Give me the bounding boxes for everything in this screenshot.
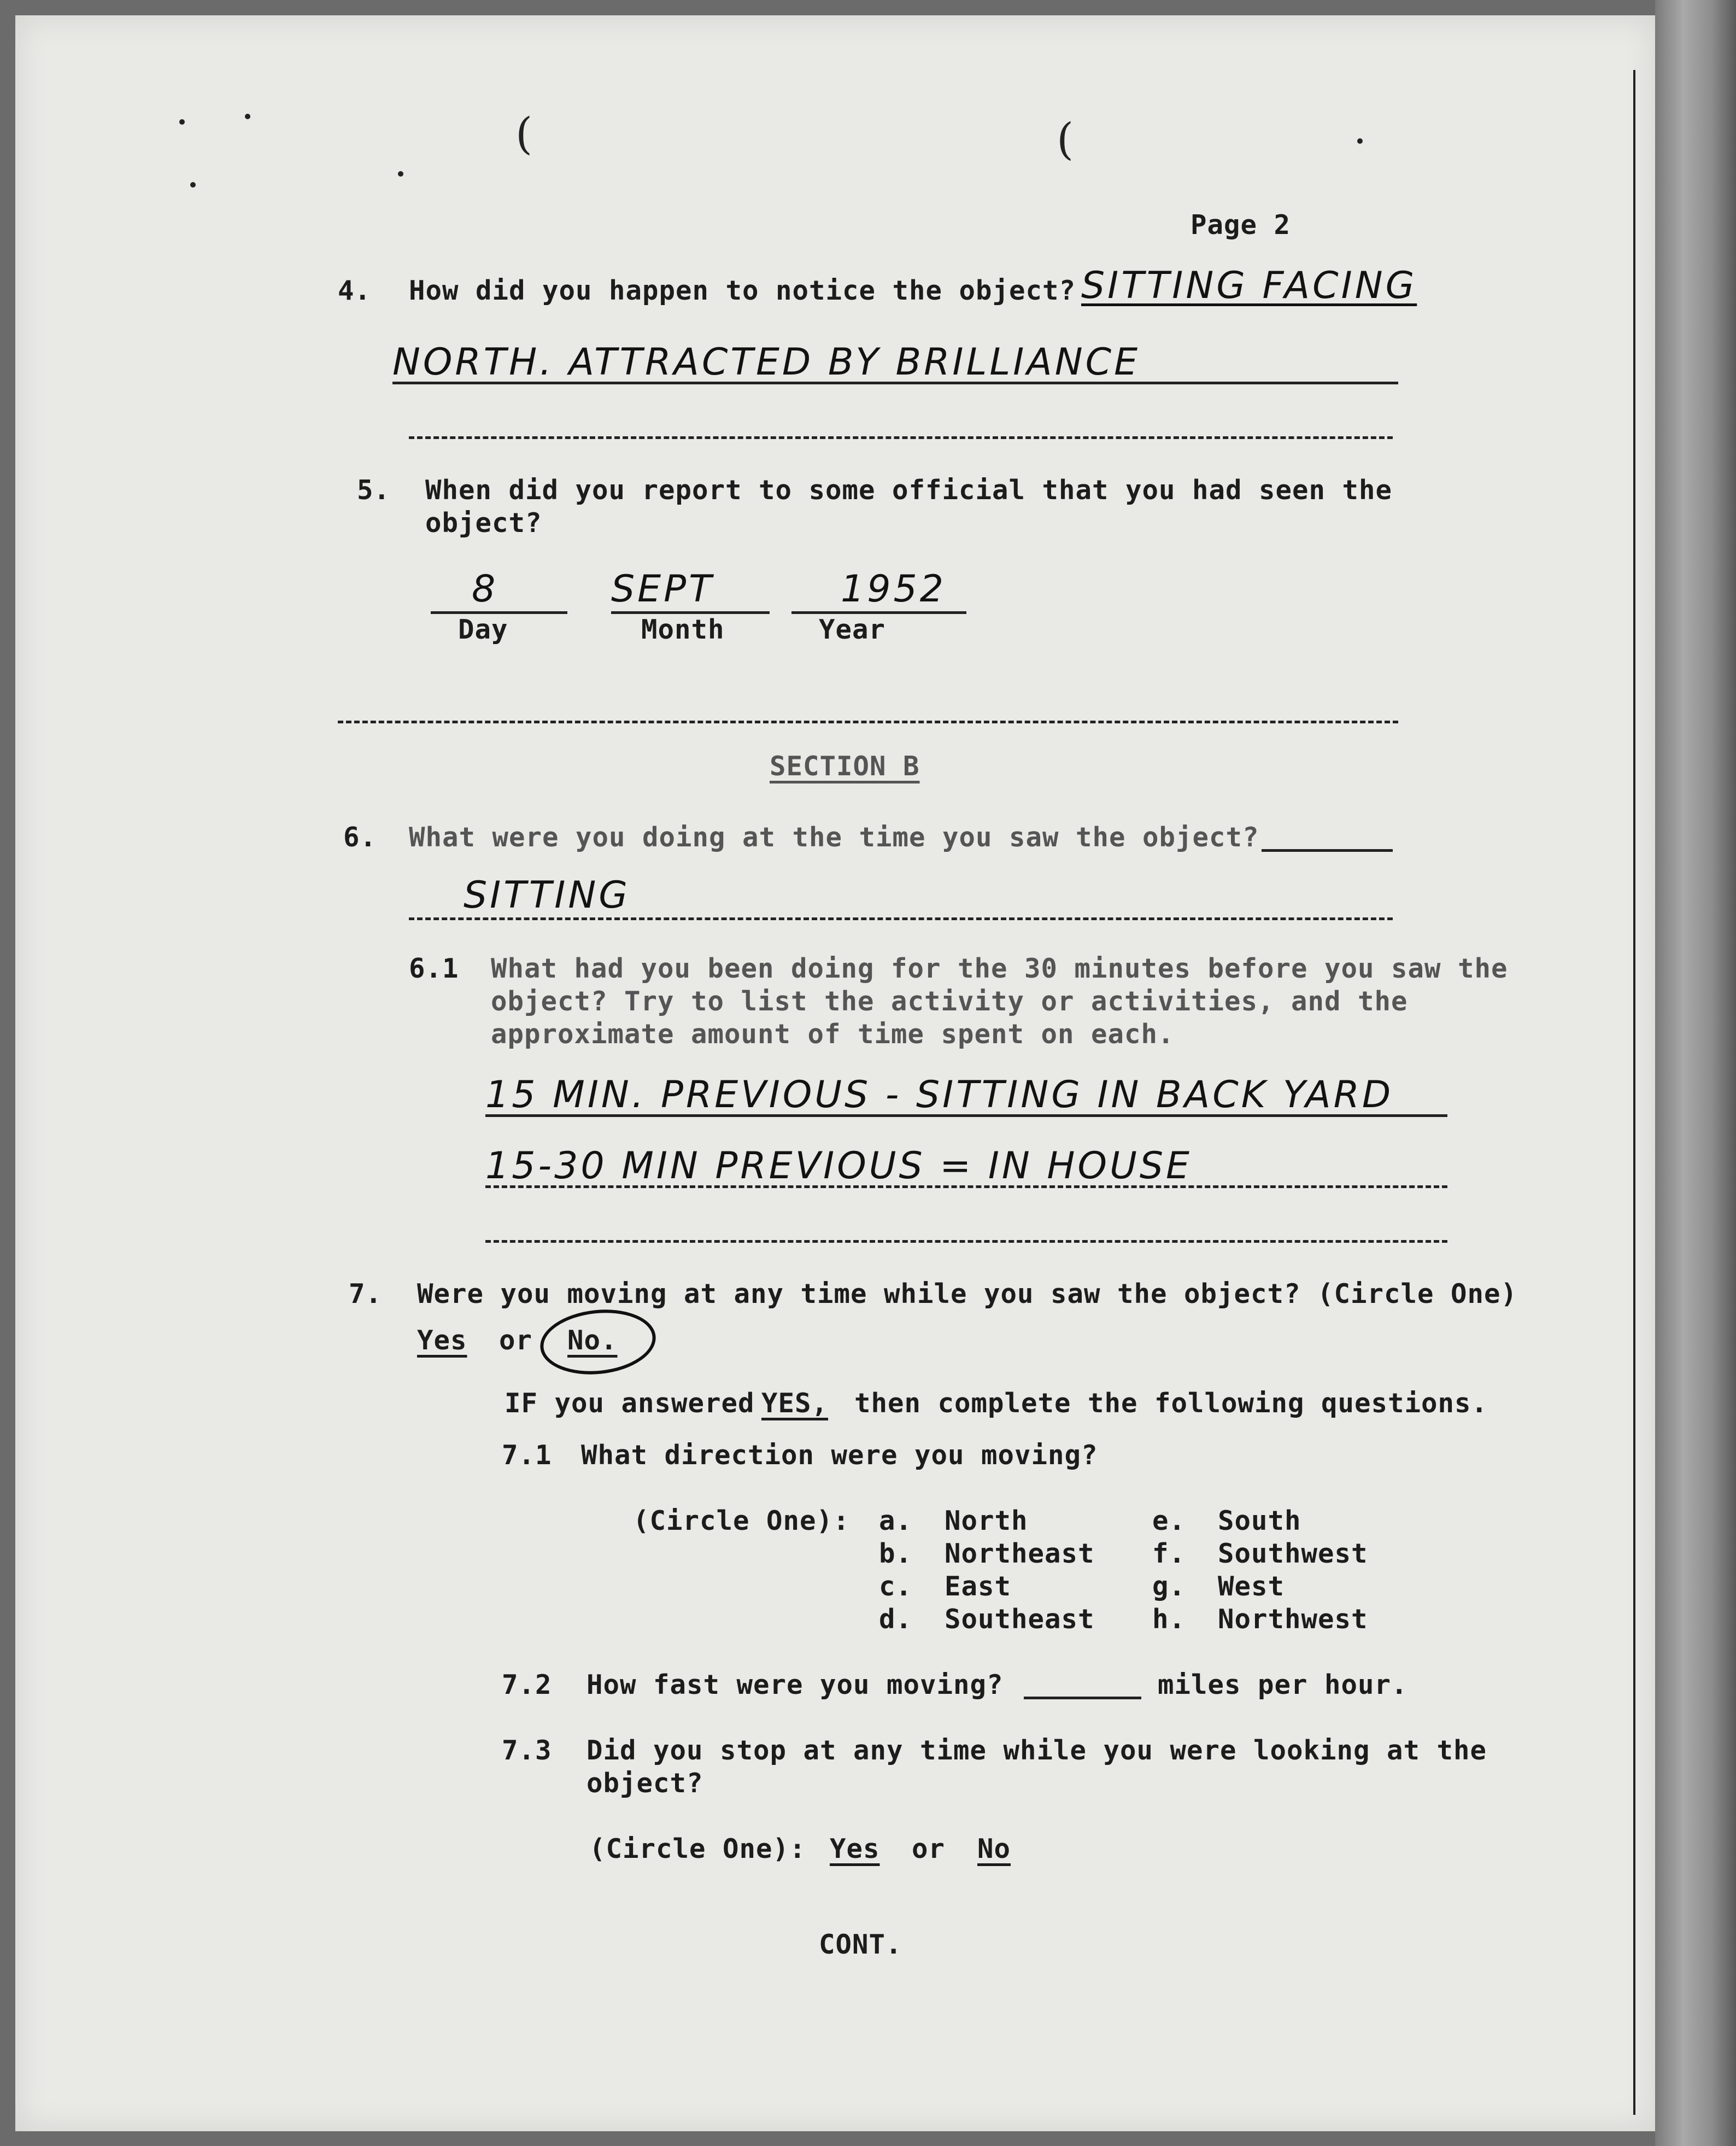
q7-3-yes-option[interactable]: Yes	[830, 1833, 880, 1864]
section-divider	[338, 721, 1398, 723]
q5-month-label: Month	[641, 614, 725, 645]
q7-1-question: What direction were you moving?	[581, 1440, 1098, 1471]
q6-1-question-line1: What had you been doing for the 30 minutes before you saw the	[491, 953, 1508, 984]
q7-1-option-letter-b[interactable]: b.	[879, 1538, 913, 1569]
q6-question: What were you doing at the time you saw the object?	[409, 822, 1259, 853]
q7-1-option-letter-c[interactable]: c.	[879, 1571, 913, 1602]
q7-3-number: 7.3	[502, 1735, 552, 1766]
q7-1-option-north[interactable]: North	[945, 1505, 1028, 1536]
q6-number: 6.	[343, 822, 377, 853]
q7-2-speed-blank[interactable]	[1024, 1697, 1141, 1699]
q4-number: 4.	[338, 275, 372, 306]
q7-1-option-letter-d[interactable]: d.	[879, 1604, 913, 1635]
q7-1-option-southeast[interactable]: Southeast	[945, 1604, 1095, 1635]
q7-1-option-south[interactable]: South	[1218, 1505, 1301, 1536]
q7-instruction-yes: YES,	[761, 1388, 829, 1419]
speck	[245, 114, 250, 119]
q7-number: 7.	[349, 1278, 383, 1309]
speck	[190, 182, 196, 188]
q6-inline-line	[1262, 849, 1393, 852]
q7-1-number: 7.1	[502, 1440, 552, 1471]
q6-1-answer-line2: 15-30 MIN PREVIOUS = IN HOUSE	[485, 1144, 1192, 1188]
q7-2-question: How fast were you moving?	[587, 1669, 1004, 1700]
q7-instruction-prefix: IF you answered	[505, 1388, 755, 1419]
q7-1-option-southwest[interactable]: Southwest	[1218, 1538, 1368, 1569]
q6-answer: SITTING	[464, 874, 630, 917]
q7-3-circle-label: (Circle One):	[589, 1833, 806, 1864]
q7-3-question-line1: Did you stop at any time while you were looking at the	[587, 1735, 1487, 1766]
speck	[1357, 138, 1363, 144]
q5-day-value: 8	[472, 568, 498, 611]
q7-1-option-letter-g[interactable]: g.	[1152, 1571, 1186, 1602]
q7-2-number: 7.2	[502, 1669, 552, 1700]
page-border	[1633, 70, 1635, 2115]
q4-question: How did you happen to notice the object?	[409, 275, 1076, 306]
q7-3-question-line2: object?	[587, 1768, 703, 1799]
q6-1-question-line3: approximate amount of time spent on each.	[491, 1019, 1175, 1050]
q7-1-option-east[interactable]: East	[945, 1571, 1012, 1602]
q6-1-blank-line	[485, 1240, 1447, 1243]
q7-1-option-letter-h[interactable]: h.	[1152, 1604, 1186, 1635]
q7-1-option-northeast[interactable]: Northeast	[945, 1538, 1095, 1569]
q5-year-label: Year	[819, 614, 886, 645]
paren-mark-left: (	[515, 108, 533, 159]
q5-month-value: SEPT	[611, 568, 714, 611]
continued-label: CONT.	[819, 1929, 902, 1960]
q6-answer-line	[409, 917, 1393, 920]
q7-1-option-letter-e[interactable]: e.	[1152, 1505, 1186, 1536]
q7-question: Were you moving at any time while you saw the object? (Circle One)	[417, 1278, 1518, 1309]
speck	[179, 119, 185, 125]
q7-1-option-west[interactable]: West	[1218, 1571, 1285, 1602]
q7-2-unit: miles per hour.	[1158, 1669, 1408, 1700]
q5-day-label: Day	[458, 614, 508, 645]
page-number: Page 2	[1190, 209, 1291, 241]
q4-answer-underline	[392, 382, 1398, 384]
q4-blank-line	[409, 436, 1393, 439]
q7-circled-answer	[537, 1304, 659, 1380]
q7-1-option-northwest[interactable]: Northwest	[1218, 1604, 1368, 1635]
q4-answer-line2: NORTH. ATTRACTED BY BRILLIANCE	[392, 341, 1141, 384]
q5-question-line1: When did you report to some official that you had seen the	[425, 475, 1393, 506]
q7-3-or: or	[912, 1833, 946, 1864]
q7-1-option-letter-a[interactable]: a.	[879, 1505, 913, 1536]
form-page	[15, 15, 1655, 2131]
q7-1-option-letter-f[interactable]: f.	[1152, 1538, 1186, 1569]
q6-1-number: 6.1	[409, 953, 459, 984]
q5-question-line2: object?	[425, 507, 542, 539]
q6-1-answer-line2-rule	[485, 1185, 1447, 1188]
q7-1-circle-label: (Circle One):	[633, 1505, 850, 1536]
q7-3-no-option[interactable]: No	[977, 1833, 1011, 1864]
section-title: SECTION B	[770, 751, 920, 782]
q7-instruction-suffix: then complete the following questions.	[854, 1388, 1488, 1419]
q7-yes-option[interactable]: Yes	[417, 1325, 467, 1356]
q4-answer-line1: SITTING FACING	[1081, 264, 1417, 307]
scan-edge	[1655, 0, 1736, 2146]
paren-mark-right: (	[1057, 114, 1074, 165]
speck	[398, 171, 403, 177]
q7-or: or	[499, 1325, 533, 1356]
q6-1-question-line2: object? Try to list the activity or activities, and the	[491, 986, 1408, 1017]
q6-1-answer-line1-rule	[485, 1114, 1447, 1117]
q5-year-value: 1952	[841, 568, 947, 611]
q7-no-option[interactable]: No.	[567, 1325, 618, 1356]
q6-1-answer-line1: 15 MIN. PREVIOUS - SITTING IN BACK YARD	[485, 1073, 1394, 1116]
q5-number: 5.	[357, 475, 391, 506]
